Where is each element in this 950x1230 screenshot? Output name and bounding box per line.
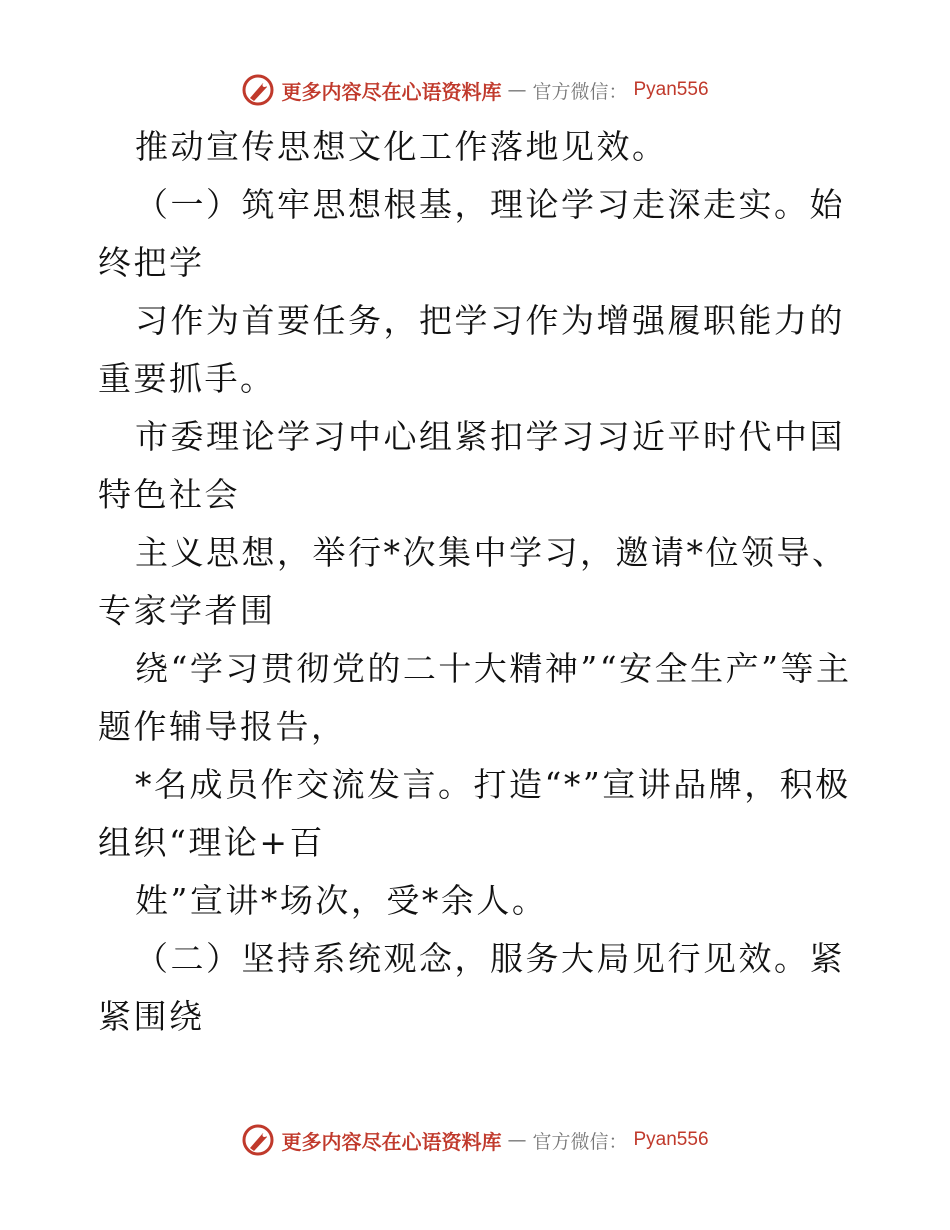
watermark-wechat-id: Pyan556 xyxy=(633,79,709,100)
header-watermark xyxy=(0,72,950,108)
watermark-separator: — xyxy=(507,1129,527,1151)
footer-watermark xyxy=(0,1122,950,1158)
paragraph: 主义思想，举行*次集中学习，邀请*位领导、专家学者围 xyxy=(98,533,848,630)
paragraph: 习作为首要任务，把学习作为增强履职能力的重要抓手。 xyxy=(98,301,845,398)
paragraph: 姓”宣讲*场次，受*余人。 xyxy=(135,881,548,920)
watermark-separator: — xyxy=(507,79,527,101)
watermark-red-text: 更多内容尽在心语资料库 xyxy=(281,79,502,104)
paragraph: *名成员作交流发言。打造“*”宣讲品牌，积极组织“理论+百 xyxy=(98,765,851,862)
paragraph: （二）坚持系统观念，服务大局见行见效。紧紧围绕 xyxy=(98,939,845,1036)
watermark-grey-text: 官方微信： xyxy=(532,1130,628,1153)
paragraph: 绕“学习贯彻党的二十大精神”“安全生产”等主题作辅导报告， xyxy=(98,649,852,746)
pen-nib-logo-icon xyxy=(241,1123,275,1157)
pen-nib-logo-icon xyxy=(241,73,275,107)
document-body xyxy=(98,118,854,1046)
paragraph: 推动宣传思想文化工作落地见效。 xyxy=(135,127,668,166)
watermark-grey-text: 官方微信： xyxy=(532,80,628,103)
watermark-red-text: 更多内容尽在心语资料库 xyxy=(281,1129,502,1154)
watermark-wechat-id: Pyan556 xyxy=(633,1129,709,1150)
paragraph: （一）筑牢思想根基，理论学习走深走实。始终把学 xyxy=(98,185,845,282)
paragraph: 市委理论学习中心组紧扣学习习近平时代中国特色社会 xyxy=(98,417,845,514)
